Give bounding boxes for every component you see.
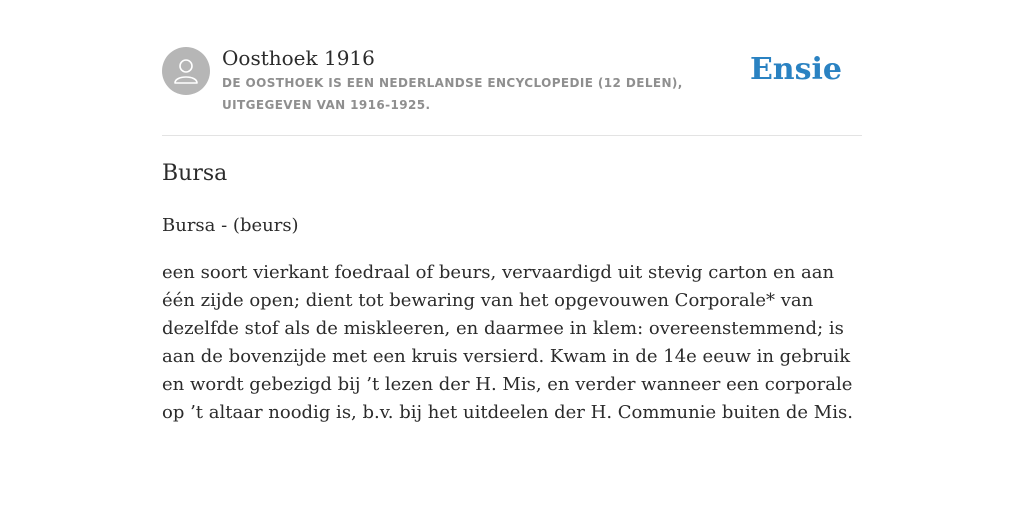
source-title[interactable]: Oosthoek 1916 xyxy=(222,46,375,70)
entry-title: Bursa xyxy=(162,161,228,186)
entry-subtitle: Bursa - (beurs) xyxy=(162,215,299,236)
source-header xyxy=(162,40,862,136)
brand-logo[interactable]: Ensie xyxy=(749,52,842,87)
user-icon xyxy=(172,56,200,86)
entry-body: een soort vierkant foedraal of beurs, vervaardigd uit stevig carton en aan één zijde open; dient tot bewaring van het opgevouwen Corporale* van dezelfde stof als de miskleeren, en daarmee in klem: overeenstemmend; is aan de bovenzijde met een kruis versierd. Kwam in de 14e eeuw in gebruik en wordt gebezigd bij ’t lezen der H. Mis, en verder wanneer een corporale op ’t altaar noodig is, b.v. bij het uitdeelen der H. Communie buiten de Mis. xyxy=(162,262,853,423)
source-avatar[interactable] xyxy=(162,47,210,95)
source-description: DE OOSTHOEK IS EEN NEDERLANDSE ENCYCLOPEDIE (12 DELEN), UITGEGEVEN VAN 1916-1925. xyxy=(222,76,683,112)
